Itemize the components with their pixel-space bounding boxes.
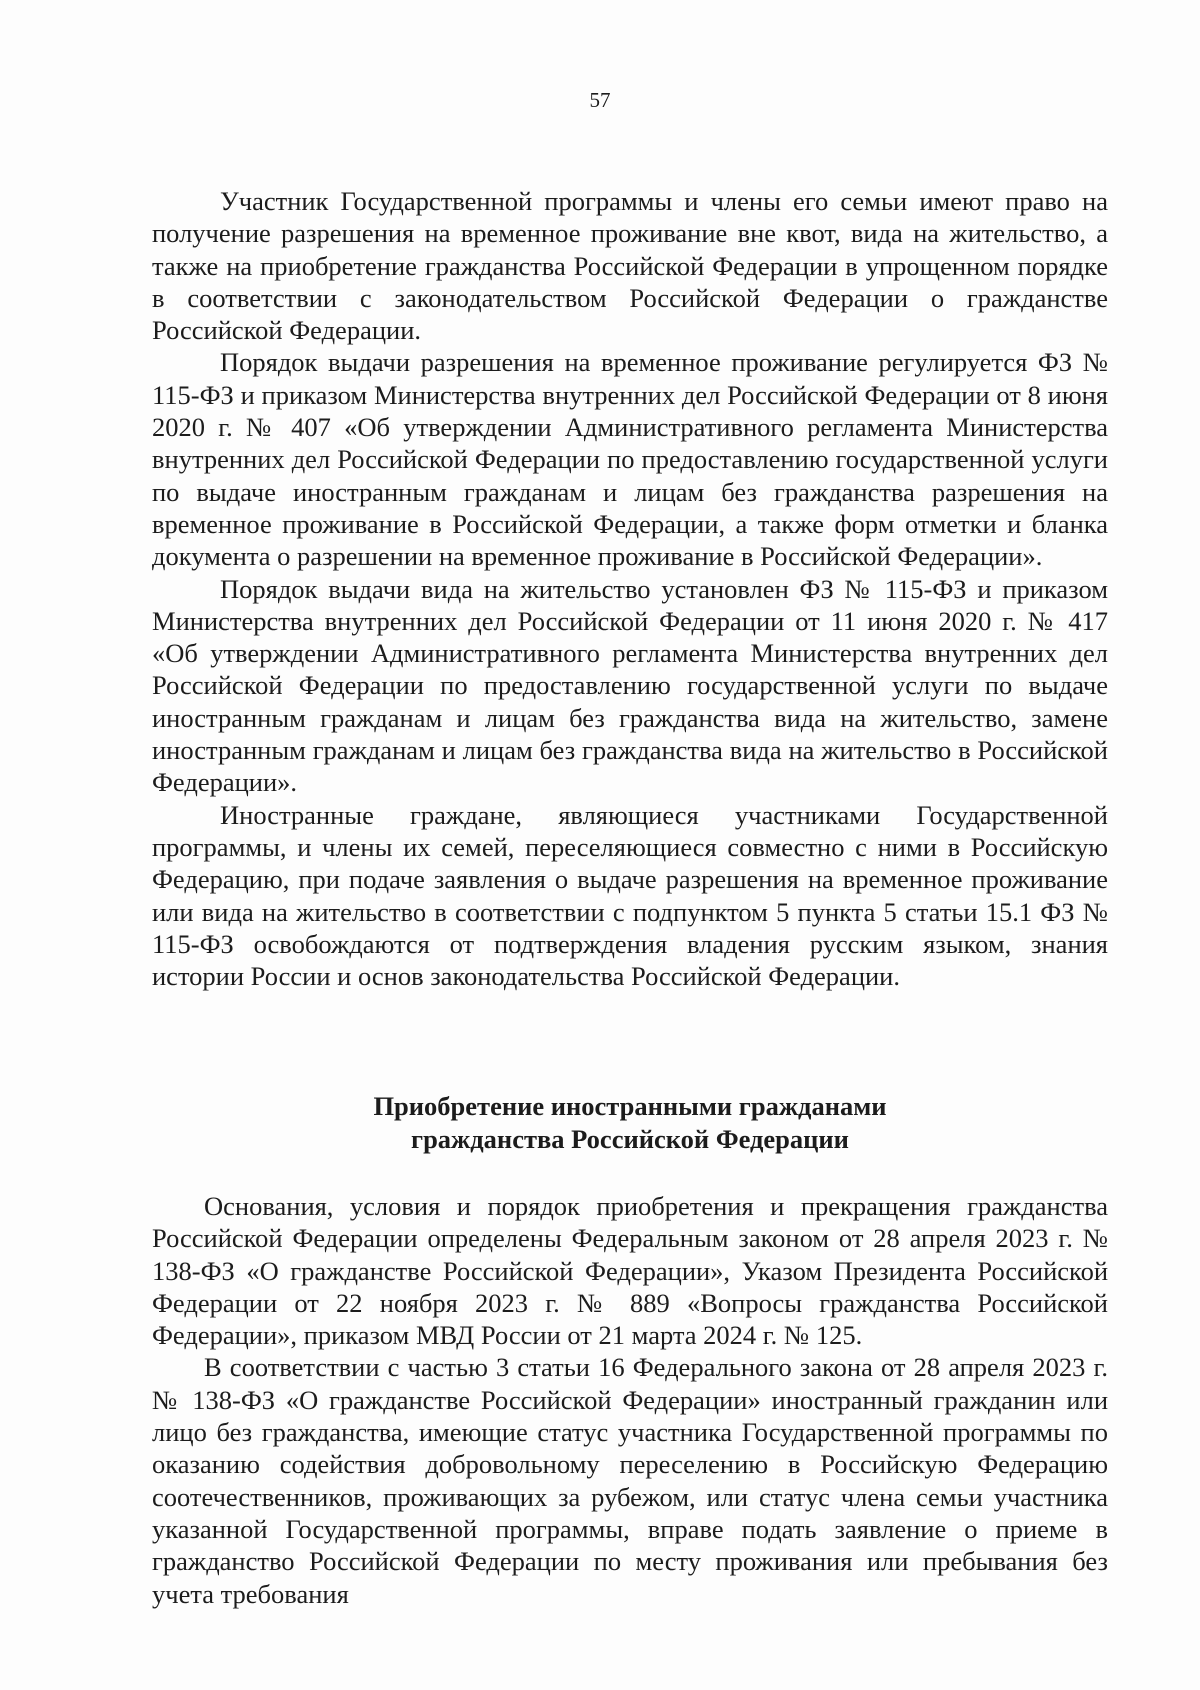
- top-text-block: [152, 185, 1108, 992]
- paragraph: В соответствии с частью 3 статьи 16 Федерального закона от 28 апреля 2023 г. № 138-ФЗ «О гражданстве Российской Федерации» иностранный гражданин или лицо без гражданства, имеющие статус участника Государственной программы по оказанию содействия добровольному переселению в Российскую Федерацию соотечественников, проживающих за рубежом, или статус члена семьи участника указанной Государственной программы, вправе подать заявление о приеме в гражданство Российской Федерации по месту проживания или пребывания без учета требования: [152, 1352, 1108, 1609]
- paragraph: Порядок выдачи вида на жительство установлен ФЗ № 115-ФЗ и приказом Министерства внутренних дел Российской Федерации от 11 июня 2020 г. № 417 «Об утверждении Административного регламента Министерства внутренних дел Российской Федерации по предоставлению государственной услуги по выдаче иностранным гражданам и лицам без гражданства вида на жительство, замене иностранным гражданам и лицам без гражданства вида на жительство в Российской Федерации».: [152, 573, 1108, 798]
- paragraph: Иностранные граждане, являющиеся участниками Государственной программы, и члены их семей, переселяющиеся совместно с ними в Российскую Федерацию, при подаче заявления о выдаче разрешения на временное проживание или вида на жительство в соответствии с подпунктом 5 пункта 5 статьи 15.1 ФЗ № 115-ФЗ освобождаются от подтверждения владения русским языком, знания истории России и основ законодательства Российской Федерации.: [152, 799, 1108, 992]
- heading-line: гражданства Российской Федерации: [411, 1124, 849, 1154]
- paragraph: Участник Государственной программы и члены его семьи имеют право на получение разрешения на временное проживание вне квот, вида на жительство, а также на приобретение гражданства Российской Федерации в упрощенном порядке в соответствии с законодательством Российской Федерации о гражданстве Российской Федерации.: [152, 186, 1108, 346]
- bottom-text-block: [152, 1190, 1108, 1610]
- page-number: 57: [589, 88, 611, 112]
- heading-line: Приобретение иностранными гражданами: [373, 1091, 887, 1121]
- section-heading: [152, 1090, 1108, 1156]
- paragraph: Основания, условия и порядок приобретения и прекращения гражданства Российской Федерации определены Федеральным законом от 28 апреля 2023 г. № 138-ФЗ «О гражданстве Российской Федерации», Указом Президента Российской Федерации от 22 ноября 2023 г. № 889 «Вопросы гражданства Российской Федерации», приказом МВД России от 21 марта 2024 г. № 125.: [152, 1191, 1108, 1351]
- paragraph: Порядок выдачи разрешения на временное проживание регулируется ФЗ № 115-ФЗ и приказом Министерства внутренних дел Российской Федерации от 8 июня 2020 г. № 407 «Об утверждении Административного регламента Министерства внутренних дел Российской Федерации по предоставлению государственной услуги по выдаче иностранным гражданам и лицам без гражданства разрешения на временное проживание в Российской Федерации, а также форм отметки и бланка документа о разрешении на временное проживание в Российской Федерации».: [152, 347, 1108, 572]
